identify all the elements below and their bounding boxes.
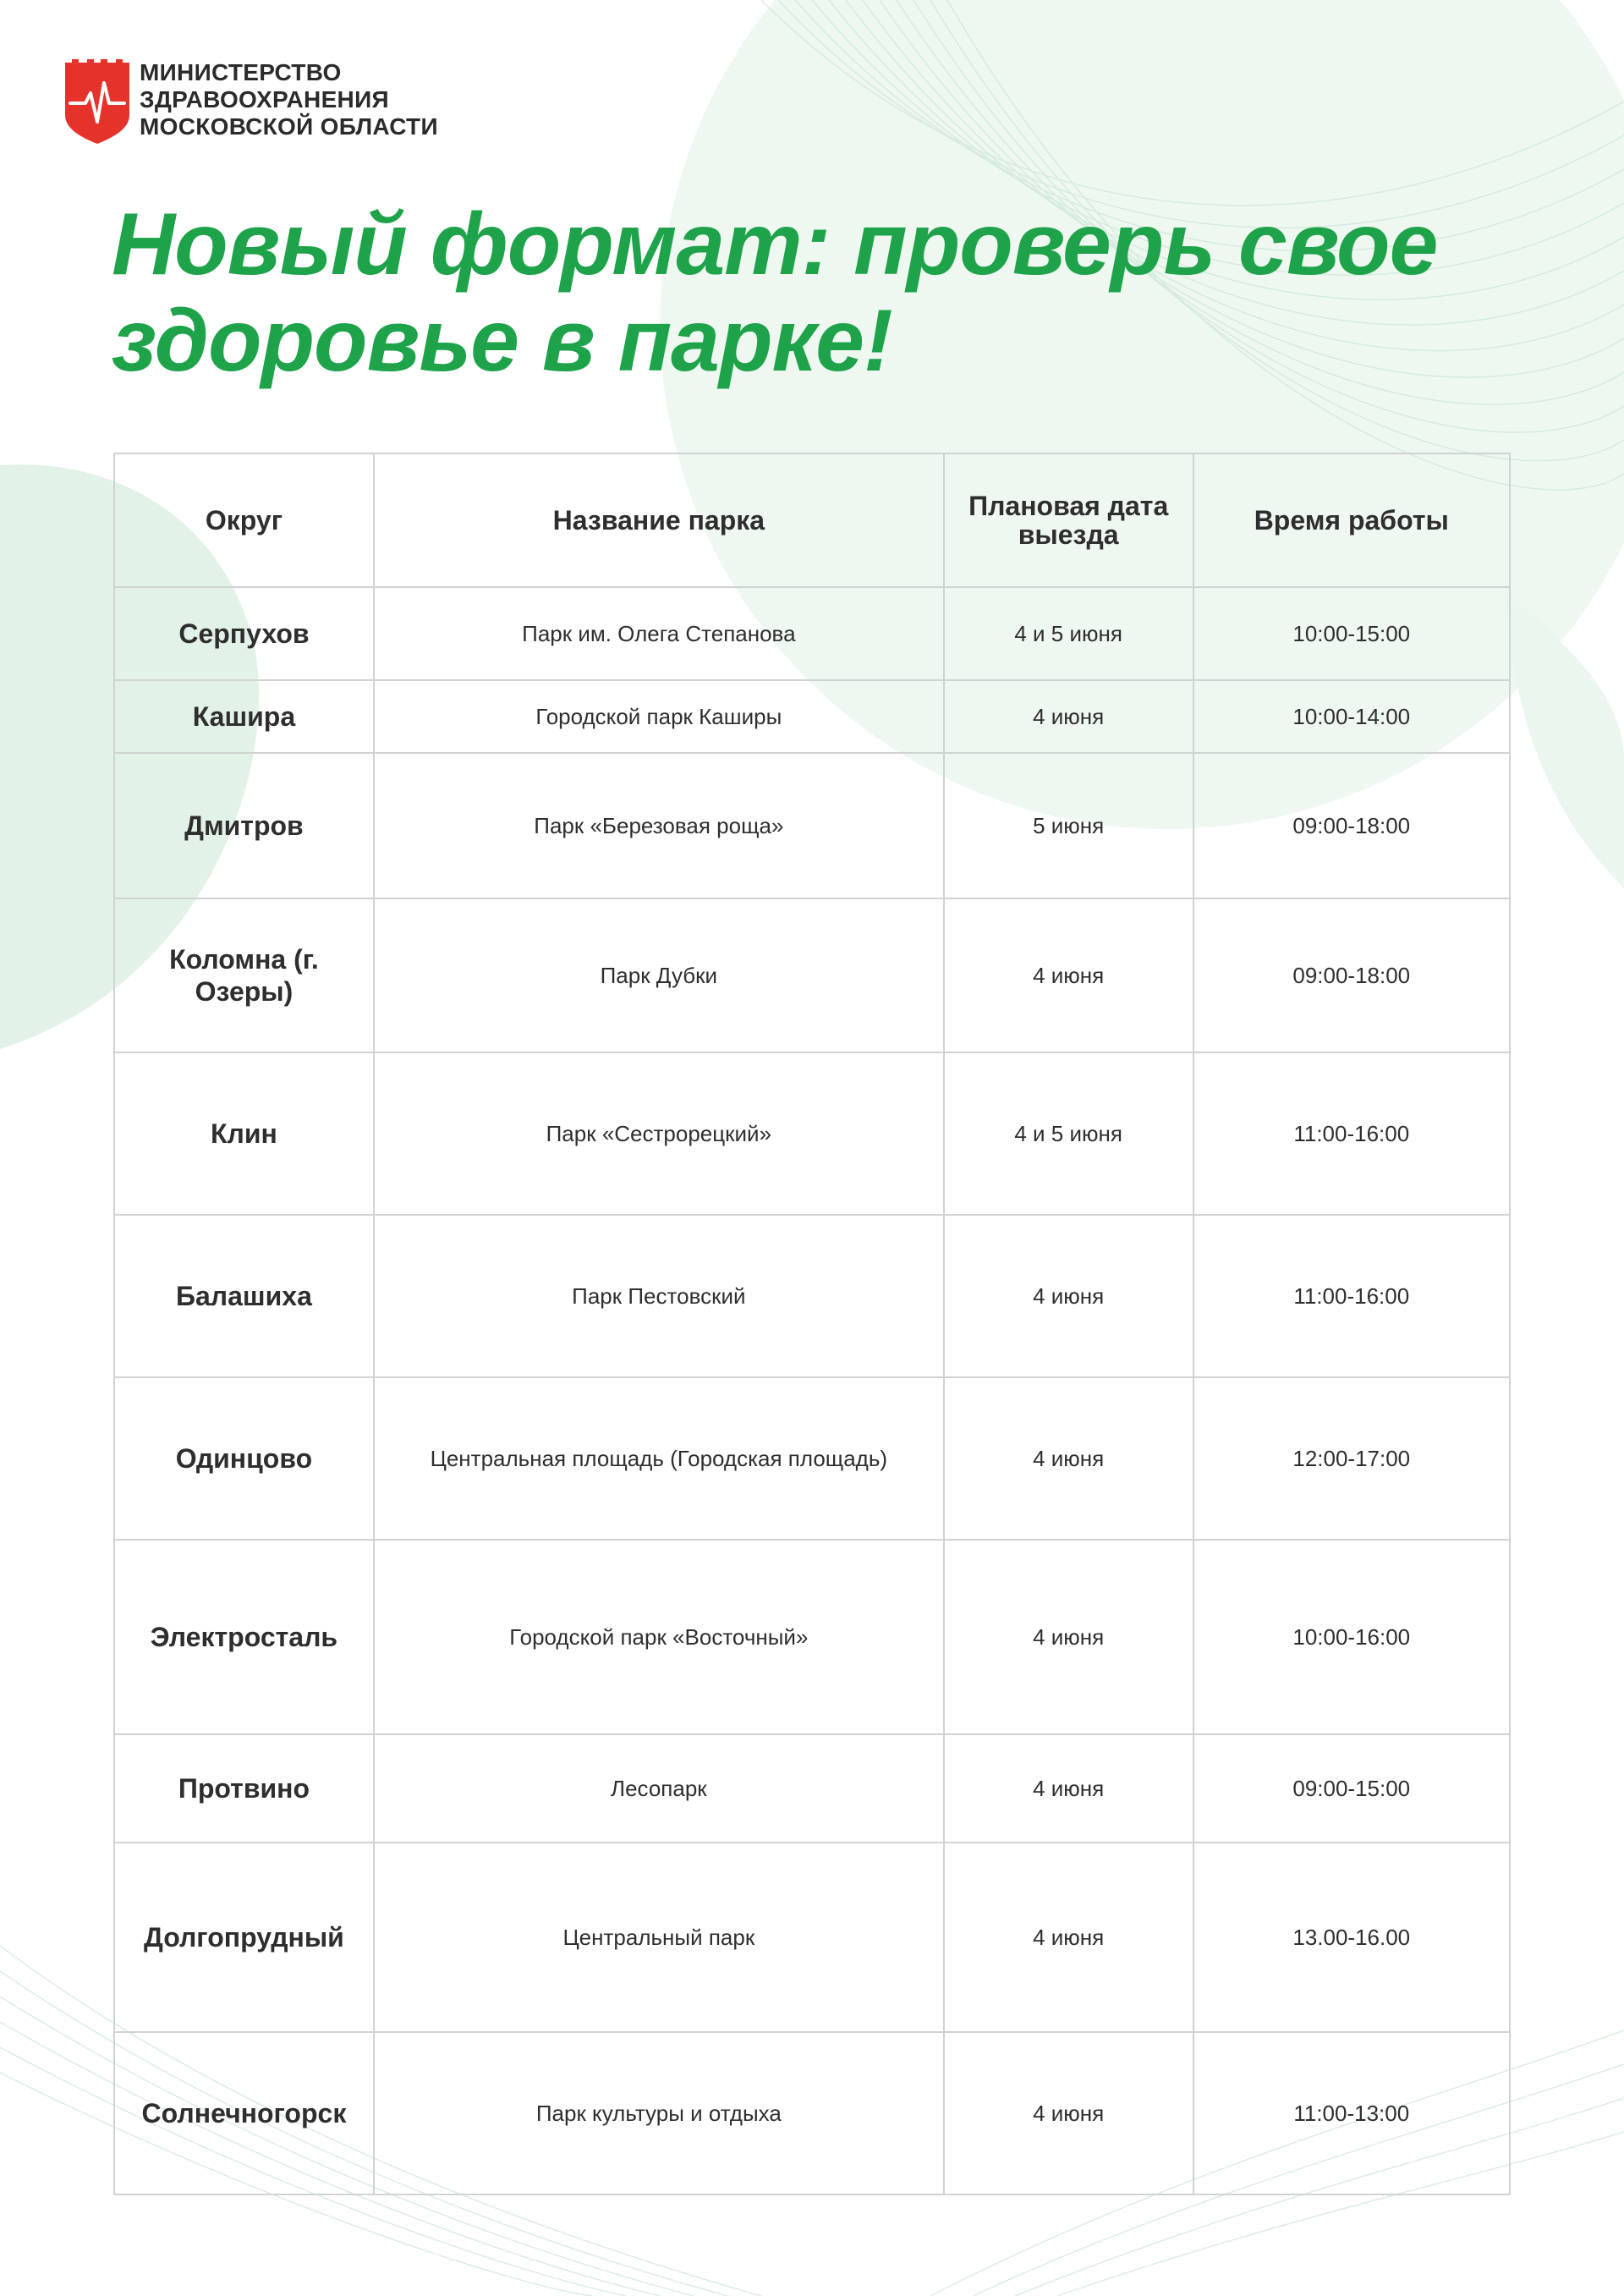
cell-date: 4 и 5 июня: [944, 587, 1193, 680]
cell-district: Балашиха: [114, 1215, 374, 1377]
table-row: [114, 1052, 1510, 1215]
cell-time: 09:00-15:00: [1193, 1734, 1510, 1843]
cell-date: 4 июня: [944, 1215, 1193, 1377]
cell-time: 10:00-16:00: [1193, 1540, 1510, 1734]
header-time: Время работы: [1193, 453, 1510, 587]
title-line: здоровье в парке!: [112, 292, 892, 390]
table-row: [114, 1215, 1510, 1377]
cell-district: Электросталь: [114, 1540, 374, 1734]
cell-time: 11:00-13:00: [1193, 2032, 1510, 2194]
cell-time: 09:00-18:00: [1193, 753, 1510, 898]
cell-park: Парк культуры и отдыха: [374, 2032, 944, 2194]
cell-park: Парк «Березовая роща»: [374, 753, 944, 898]
cell-date: 4 и 5 июня: [944, 1052, 1193, 1215]
ministry-name: [140, 59, 438, 140]
logo-line: ЗДРАВООХРАНЕНИЯ: [140, 86, 389, 113]
cell-district: Протвино: [114, 1734, 374, 1843]
coat-of-arms-heartbeat-icon: [63, 59, 131, 144]
cell-park: Парк им. Олега Степанова: [374, 587, 944, 680]
cell-district: Долгопрудный: [114, 1843, 374, 2032]
table-row: [114, 1843, 1510, 2032]
cell-time: 10:00-15:00: [1193, 587, 1510, 680]
cell-park: Парк «Сестрорецкий»: [374, 1052, 944, 1215]
header-park: Название парка: [374, 453, 944, 587]
cell-time: 09:00-18:00: [1193, 898, 1510, 1052]
table-row: [114, 1734, 1510, 1843]
cell-time: 12:00-17:00: [1193, 1377, 1510, 1540]
schedule-table: [113, 453, 1511, 2195]
cell-time: 13.00-16.00: [1193, 1843, 1510, 2032]
cell-district: Дмитров: [114, 753, 374, 898]
cell-date: 4 июня: [944, 898, 1193, 1052]
cell-park: Парк Дубки: [374, 898, 944, 1052]
cell-district: Коломна (г. Озеры): [114, 898, 374, 1052]
cell-park: Городской парк Каширы: [374, 680, 944, 753]
table-row: [114, 680, 1510, 753]
cell-date: 4 июня: [944, 1377, 1193, 1540]
table-row: [114, 587, 1510, 680]
table-row: [114, 1377, 1510, 1540]
cell-district: Одинцово: [114, 1377, 374, 1540]
cell-date: 4 июня: [944, 680, 1193, 753]
cell-park: Лесопарк: [374, 1734, 944, 1843]
table-row: [114, 898, 1510, 1052]
logo-line: МИНИСТЕРСТВО: [140, 59, 342, 85]
cell-time: 11:00-16:00: [1193, 1215, 1510, 1377]
cell-park: Центральная площадь (Городская площадь): [374, 1377, 944, 1540]
cell-date: 5 июня: [944, 753, 1193, 898]
page-title: [112, 196, 1437, 389]
cell-district: Клин: [114, 1052, 374, 1215]
cell-district: Кашира: [114, 680, 374, 753]
table-header-row: [114, 453, 1510, 587]
table-row: [114, 1540, 1510, 1734]
cell-date: 4 июня: [944, 2032, 1193, 2194]
table-row: [114, 2032, 1510, 2194]
header-date: Плановая дата выезда: [944, 453, 1193, 587]
cell-time: 10:00-14:00: [1193, 680, 1510, 753]
title-line: Новый формат: проверь свое: [112, 195, 1438, 294]
cell-park: Центральный парк: [374, 1843, 944, 2032]
cell-district: Солнечногорск: [114, 2032, 374, 2194]
header-district: Округ: [114, 453, 374, 587]
cell-time: 11:00-16:00: [1193, 1052, 1510, 1215]
cell-date: 4 июня: [944, 1540, 1193, 1734]
cell-park: Парк Пестовский: [374, 1215, 944, 1377]
cell-park: Городской парк «Восточный»: [374, 1540, 944, 1734]
logo-line: МОСКОВСКОЙ ОБЛАСТИ: [140, 113, 438, 140]
cell-date: 4 июня: [944, 1734, 1193, 1843]
cell-date: 4 июня: [944, 1843, 1193, 2032]
ministry-logo: [63, 59, 438, 144]
table-row: [114, 753, 1510, 898]
cell-district: Серпухов: [114, 587, 374, 680]
